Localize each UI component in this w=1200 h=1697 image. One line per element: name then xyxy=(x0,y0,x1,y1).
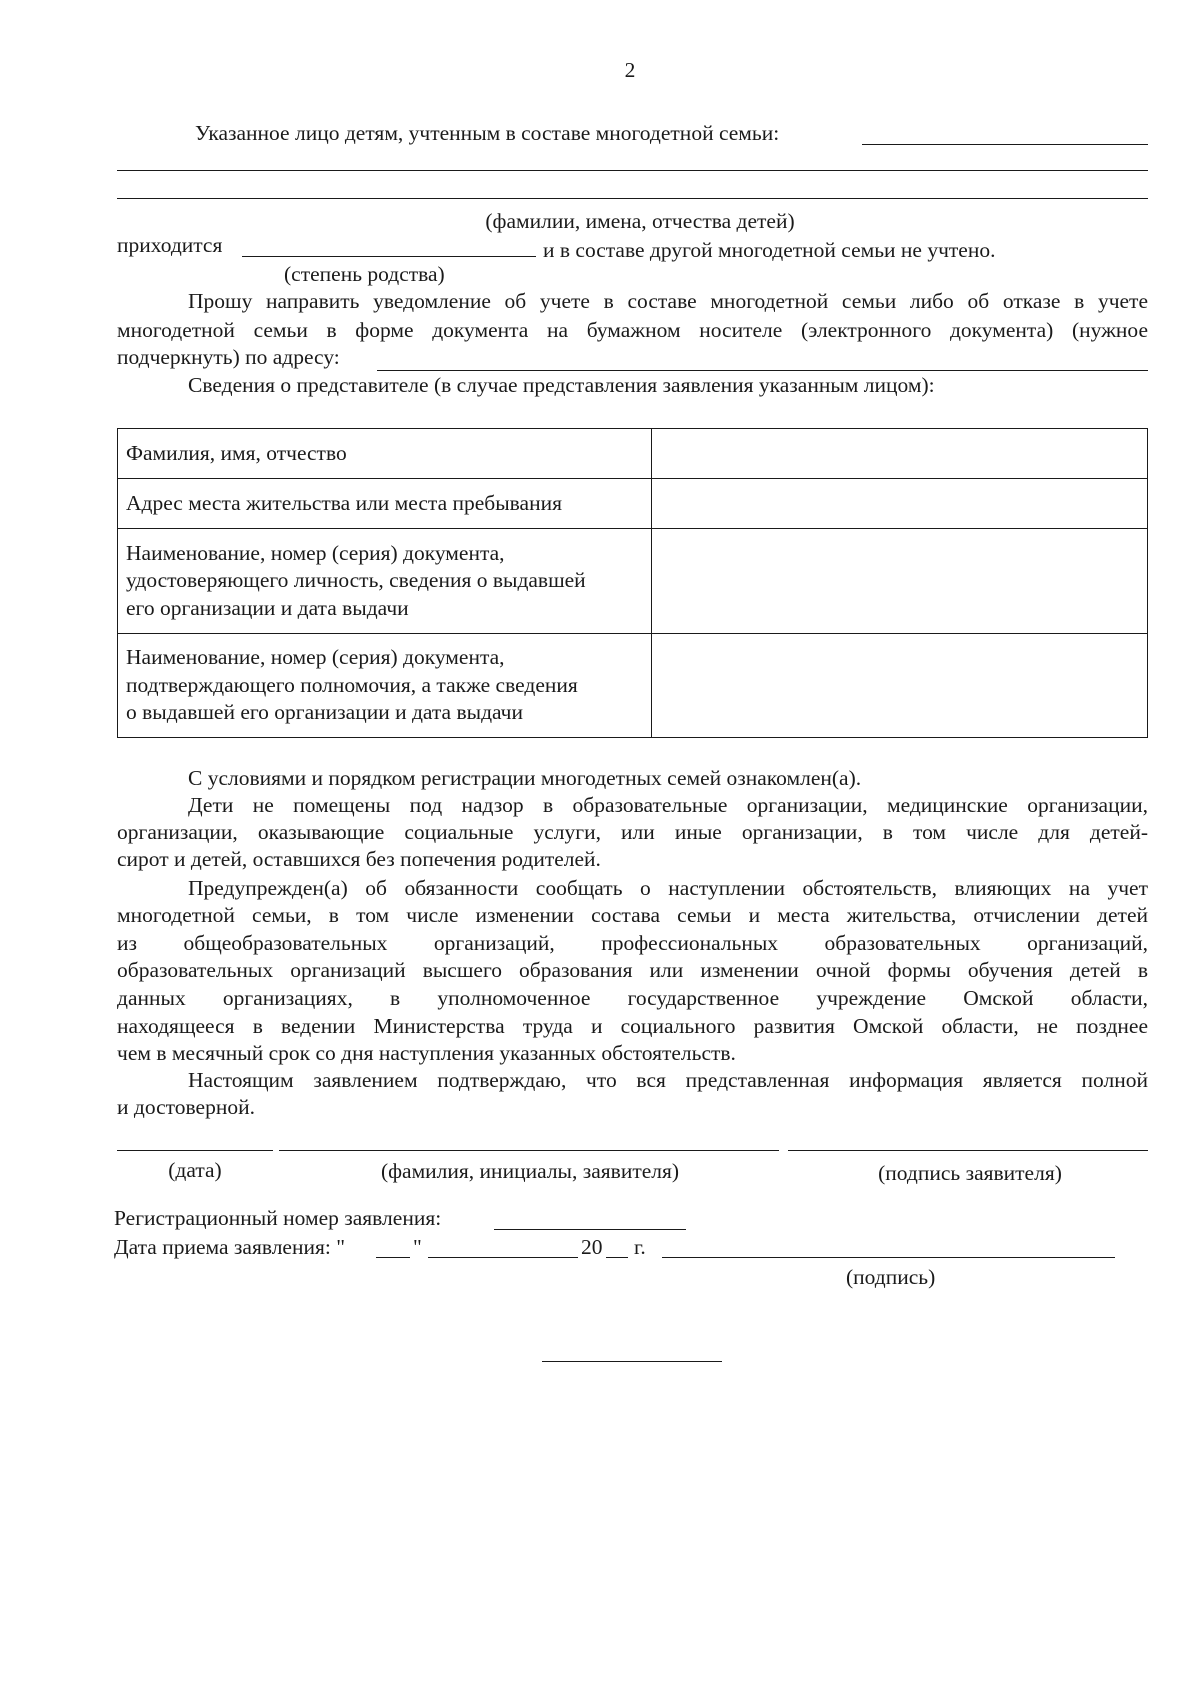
reception-date-label: Дата приема заявления: " xyxy=(114,1235,345,1259)
table-cell-label xyxy=(118,479,652,529)
row-label-line: Наименование, номер (серия) документа, xyxy=(126,540,505,565)
warned-line-4: образовательных организаций высшего образования или изменении очной формы обучения детей в xyxy=(117,958,1148,982)
warned-line-5: данных организациях, в уполномоченное государственное учреждение Омской области, xyxy=(117,986,1148,1010)
row-label-line: о выдавшей его организации и дата выдачи xyxy=(126,700,524,725)
row-label-line: подтверждающего полномочия, а также сведения xyxy=(126,672,578,697)
full-name-field[interactable] xyxy=(652,429,1148,479)
reception-quote-close: " xyxy=(413,1235,422,1259)
date-signature-line[interactable] xyxy=(117,1150,273,1151)
reception-year-suffix: г. xyxy=(634,1235,646,1259)
not-placed-line-3: сирот и детей, оставшихся без попечения родителей. xyxy=(117,847,601,871)
representative-table xyxy=(117,428,1148,738)
date-caption: (дата) xyxy=(168,1158,222,1182)
representative-heading: Сведения о представителе (в случае представления заявления указанным лицом): xyxy=(188,373,935,397)
reception-year-field[interactable] xyxy=(606,1257,628,1258)
reception-month-field[interactable] xyxy=(428,1257,578,1258)
notice-line-1: Прошу направить уведомление об учете в составе многодетной семьи либо об отказе в учете xyxy=(188,289,1148,313)
row-label-line: удостоверяющего личность, сведения о выдавшей xyxy=(126,568,586,593)
relation-blank[interactable] xyxy=(242,256,536,257)
name-signature-line[interactable] xyxy=(279,1150,779,1151)
address-blank[interactable] xyxy=(377,370,1148,371)
table-cell-label xyxy=(118,429,652,479)
registration-number-field[interactable] xyxy=(494,1229,686,1230)
children-blank-2[interactable] xyxy=(117,170,1148,171)
children-blank-3[interactable] xyxy=(117,198,1148,199)
address-field[interactable] xyxy=(652,479,1148,529)
relation-caption: (степень родства) xyxy=(284,262,445,286)
warned-line-3: из общеобразовательных организаций, профессиональных образовательных организаций, xyxy=(117,931,1148,955)
relation-after: и в составе другой многодетной семьи не учтено. xyxy=(543,238,996,262)
children-caption: (фамилии, имена, отчества детей) xyxy=(485,209,795,233)
warned-line-2: многодетной семьи, в том числе изменении состава семьи и места жительства, отчислении детей xyxy=(117,903,1148,927)
not-placed-line-2: организации, оказывающие социальные услуги, или иные организации, в том числе для детей- xyxy=(117,820,1148,844)
identity-document-field[interactable] xyxy=(652,529,1148,634)
page-number: 2 xyxy=(624,58,636,82)
authority-document-field[interactable] xyxy=(652,634,1148,738)
reception-day-field[interactable] xyxy=(376,1257,410,1258)
not-placed-line-1: Дети не помещены под надзор в образовательные организации, медицинские организации, xyxy=(188,793,1148,817)
notice-line-2: многодетной семьи в форме документа на бумажном носителе (электронного документа) (нужное xyxy=(117,318,1148,342)
official-signature-line[interactable] xyxy=(662,1257,1115,1258)
table-row xyxy=(118,634,1148,738)
row-label-line: Адрес места жительства или места пребывания xyxy=(126,490,562,515)
row-label-line: Наименование, номер (серия) документа, xyxy=(126,645,505,670)
signature-caption: (подпись заявителя) xyxy=(878,1161,1062,1185)
table-row xyxy=(118,529,1148,634)
confirm-line-1: Настоящим заявлением подтверждаю, что вся представленная информация является полной xyxy=(188,1068,1148,1092)
row-label-line: Фамилия, имя, отчество xyxy=(126,440,347,465)
relation-before: приходится xyxy=(117,233,223,257)
children-blank-1[interactable] xyxy=(862,144,1148,145)
children-line-prefix: Указанное лицо детям, учтенным в составе многодетной семьи: xyxy=(195,121,780,145)
warned-line-7: чем в месячный срок со дня наступления указанных обстоятельств. xyxy=(117,1041,736,1065)
closing-separator xyxy=(542,1361,722,1362)
name-caption: (фамилия, инициалы, заявителя) xyxy=(380,1159,680,1183)
table-row xyxy=(118,479,1148,529)
warned-line-1: Предупрежден(а) об обязанности сообщать о наступлении обстоятельств, влияющих на учет xyxy=(188,876,1148,900)
reception-year-prefix: 20 xyxy=(581,1235,603,1259)
registration-number-label: Регистрационный номер заявления: xyxy=(114,1206,442,1230)
notice-line-3: подчеркнуть) по адресу: xyxy=(117,345,340,369)
warned-line-6: находящееся в ведении Министерства труда и социального развития Омской области, не позднее xyxy=(117,1014,1148,1038)
row-label-line: его организации и дата выдачи xyxy=(126,595,409,620)
applicant-signature-line[interactable] xyxy=(788,1150,1148,1151)
acquainted-paragraph: С условиями и порядком регистрации многодетных семей ознакомлен(а). xyxy=(188,766,862,790)
table-row xyxy=(118,429,1148,479)
table-cell-label xyxy=(118,634,652,738)
official-signature-caption: (подпись) xyxy=(846,1265,936,1289)
table-cell-label xyxy=(118,529,652,634)
confirm-line-2: и достоверной. xyxy=(117,1095,255,1119)
